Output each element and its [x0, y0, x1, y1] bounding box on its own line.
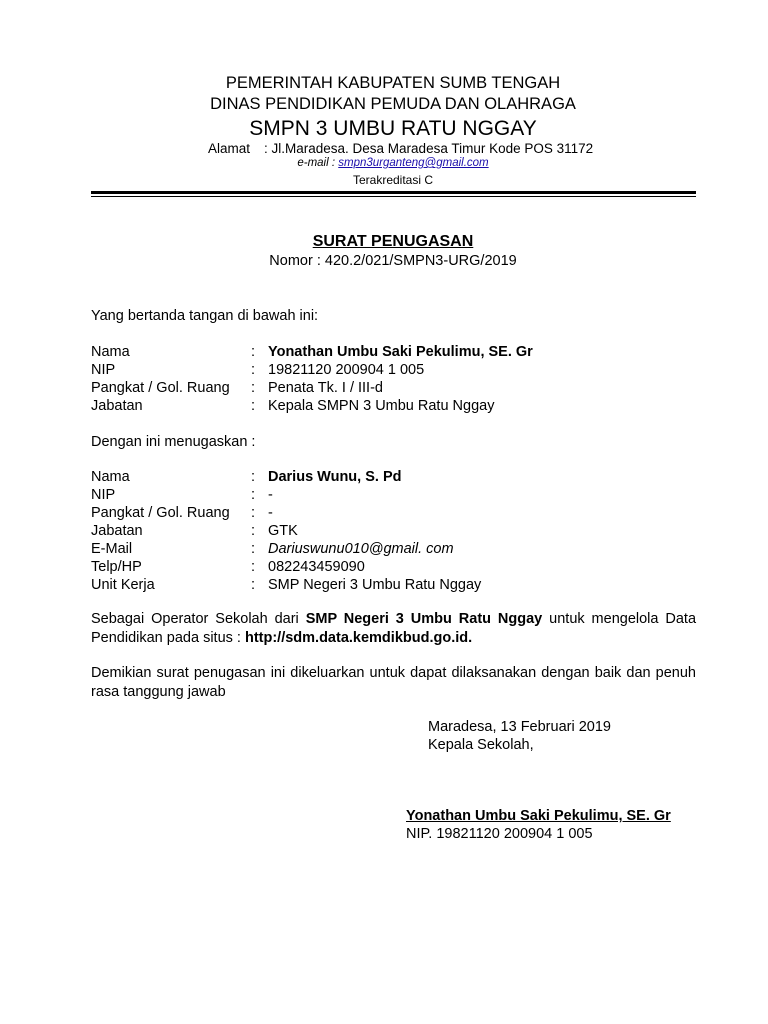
- p1-text-a: Sebagai Operator Sekolah dari: [91, 611, 306, 627]
- letter-number: Nomor : 420.2/021/SMPN3-URG/2019: [269, 253, 517, 269]
- colon: :: [251, 380, 256, 396]
- field-value: GTK: [268, 523, 298, 539]
- email-label: e-mail :: [297, 157, 339, 169]
- school-address: [208, 141, 593, 156]
- school-email-link[interactable]: smpn3urganteng@gmail.com: [338, 157, 489, 169]
- field-value: Penata Tk. I / III-d: [268, 380, 383, 396]
- assign-intro: Dengan ini menugaskan :: [91, 434, 256, 450]
- school-name: SMPN 3 UMBU RATU NGGAY: [249, 117, 537, 140]
- p1-text-b: untuk mengelola Data Pendidikan pada situs :: [91, 611, 697, 646]
- field-value: Kepala SMPN 3 Umbu Ratu Nggay: [268, 398, 495, 414]
- letterhead-divider-thin: [91, 196, 696, 197]
- department-heading: DINAS PENDIDIKAN PEMUDA DAN OLAHRAGA: [210, 95, 576, 113]
- closing-paragraph: Demikian surat penugasan ini dikeluarkan untuk dapat dilaksanakan dengan baik dan penuh rasa tanggung jawab: [91, 665, 696, 700]
- signature-nip: NIP. 19821120 200904 1 005: [406, 826, 593, 842]
- school-email-line: [0, 157, 768, 169]
- field-value: -: [268, 505, 273, 521]
- letterhead-divider-thick: [91, 191, 696, 194]
- letter-title: SURAT PENUGASAN: [312, 233, 474, 250]
- field-label: NIP: [91, 362, 116, 378]
- field-label: Nama: [91, 344, 130, 360]
- field-label: Jabatan: [91, 398, 143, 414]
- field-label: NIP: [91, 487, 116, 503]
- field-label: Telp/HP: [91, 559, 142, 575]
- p1-url: http://sdm.data.kemdikbud.go.id.: [244, 630, 473, 646]
- field-value: Yonathan Umbu Saki Pekulimu, SE. Gr: [268, 344, 533, 360]
- field-value: Darius Wunu, S. Pd: [268, 469, 402, 485]
- field-value: 082243459090: [268, 559, 365, 575]
- colon: :: [251, 398, 256, 414]
- colon: :: [251, 344, 256, 360]
- field-label: Nama: [91, 469, 130, 485]
- field-value: -: [268, 487, 273, 503]
- colon: :: [251, 469, 256, 485]
- address-value: : Jl.Maradesa. Desa Maradesa Timur Kode POS 31172: [264, 141, 594, 156]
- accreditation: Terakreditasi C: [352, 173, 434, 187]
- colon: :: [251, 541, 256, 557]
- government-heading: PEMERINTAH KABUPATEN SUMB TENGAH: [225, 74, 561, 92]
- field-value: Dariuswunu010@gmail. com: [268, 541, 454, 557]
- place-date: Maradesa, 13 Februari 2019: [428, 719, 611, 735]
- address-label: Alamat: [208, 141, 251, 156]
- colon: :: [251, 505, 256, 521]
- signer-role: Kepala Sekolah,: [428, 737, 534, 753]
- colon: :: [251, 559, 256, 575]
- p1-school: SMP Negeri 3 Umbu Ratu Nggay: [305, 611, 543, 627]
- colon: :: [251, 523, 256, 539]
- field-label: Unit Kerja: [91, 577, 155, 593]
- signer-intro: Yang bertanda tangan di bawah ini:: [91, 308, 319, 324]
- field-label: Jabatan: [91, 523, 143, 539]
- assignment-paragraph: [91, 610, 696, 648]
- field-label: E-Mail: [91, 541, 133, 557]
- field-value: 19821120 200904 1 005: [268, 362, 425, 378]
- signature-name: Yonathan Umbu Saki Pekulimu, SE. Gr: [406, 808, 671, 824]
- colon: :: [251, 577, 256, 593]
- colon: :: [251, 362, 256, 378]
- colon: :: [251, 487, 256, 503]
- field-label: Pangkat / Gol. Ruang: [91, 380, 230, 396]
- field-value: SMP Negeri 3 Umbu Ratu Nggay: [268, 577, 482, 593]
- field-label: Pangkat / Gol. Ruang: [91, 505, 230, 521]
